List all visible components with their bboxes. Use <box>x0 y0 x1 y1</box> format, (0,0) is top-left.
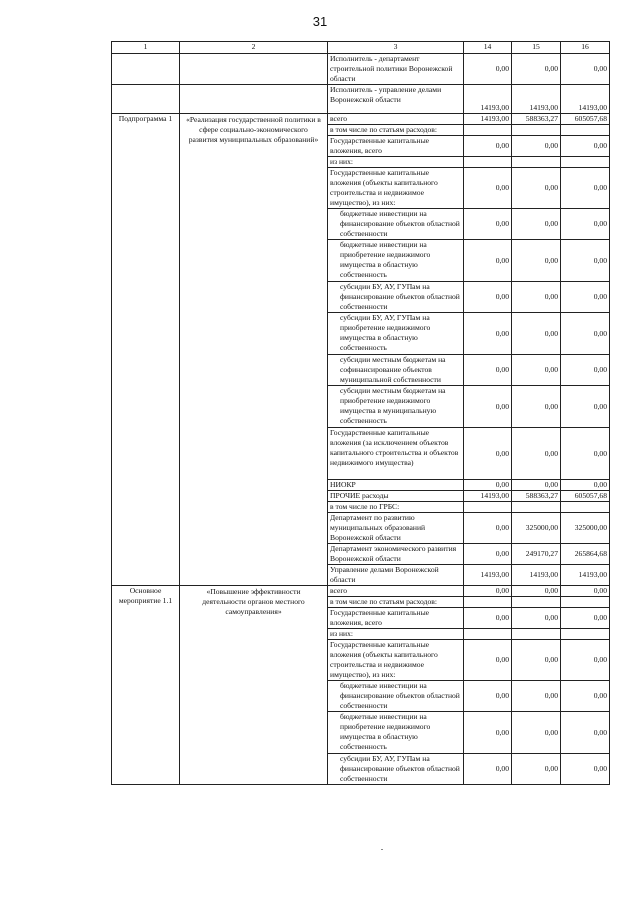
column-header: 1 <box>112 42 180 54</box>
column-header: 16 <box>561 42 610 54</box>
scan-mark <box>381 849 383 850</box>
amount-cell <box>561 502 610 513</box>
expense-item: Государственные капитальные вложения (за исключением объектов капитального строительства и объектов недвижимого имущества) <box>328 428 464 480</box>
amount-cell: 0,00 <box>561 754 610 785</box>
amount-cell: 0,00 <box>464 586 512 597</box>
program-code: Основное мероприятие 1.1 <box>112 586 180 785</box>
amount-cell: 0,00 <box>464 681 512 712</box>
expense-item: Исполнитель - департамент строительной политики Воронежской области <box>328 54 464 85</box>
expense-item: субсидии БУ, АУ, ГУПам на финансирование объектов областной собственности <box>328 754 464 785</box>
expense-item: Государственные капитальные вложения (объекты капитального строительства и недвижимое имущество), из них: <box>328 168 464 209</box>
amount-cell: 0,00 <box>561 681 610 712</box>
amount-cell: 14193,00 <box>464 491 512 502</box>
expense-item: субсидии местным бюджетам на софинансирование объектов муниципальной собственности <box>328 355 464 386</box>
amount-cell: 0,00 <box>464 168 512 209</box>
amount-cell: 325000,00 <box>512 513 561 544</box>
expense-item: из них: <box>328 629 464 640</box>
amount-cell: 0,00 <box>561 282 610 313</box>
amount-cell: 0,00 <box>561 640 610 681</box>
budget-table <box>111 41 610 785</box>
amount-cell <box>512 597 561 608</box>
amount-cell: 0,00 <box>561 168 610 209</box>
program-name: «Повышение эффективности деятельности органов местного самоуправления» <box>180 586 328 785</box>
amount-cell: 0,00 <box>464 480 512 491</box>
expense-item: Исполнитель - управление делами Воронежской области <box>328 85 464 114</box>
amount-cell: 0,00 <box>512 313 561 355</box>
amount-cell <box>561 597 610 608</box>
amount-cell: 0,00 <box>512 428 561 480</box>
amount-cell: 14193,00 <box>561 565 610 586</box>
amount-cell: 605057,68 <box>561 114 610 125</box>
column-header: 14 <box>464 42 512 54</box>
expense-item: всего <box>328 586 464 597</box>
empty-cell <box>180 54 328 85</box>
amount-cell: 0,00 <box>464 428 512 480</box>
amount-cell <box>512 125 561 136</box>
expense-item: Управление делами Воронежской области <box>328 565 464 586</box>
amount-cell: 14193,00 <box>464 85 512 114</box>
amount-cell: 0,00 <box>464 240 512 282</box>
amount-cell: 588363,27 <box>512 491 561 502</box>
table-row <box>112 54 610 85</box>
amount-cell: 0,00 <box>512 282 561 313</box>
amount-cell: 0,00 <box>561 355 610 386</box>
amount-cell <box>512 157 561 168</box>
program-code: Подпрограмма 1 <box>112 114 180 586</box>
amount-cell: 0,00 <box>512 640 561 681</box>
amount-cell: 0,00 <box>464 513 512 544</box>
amount-cell: 265864,68 <box>561 544 610 565</box>
amount-cell: 14193,00 <box>464 565 512 586</box>
amount-cell: 0,00 <box>464 712 512 754</box>
table-row <box>112 114 610 125</box>
expense-item: НИОКР <box>328 480 464 491</box>
amount-cell: 0,00 <box>464 640 512 681</box>
expense-item: в том числе по ГРБС: <box>328 502 464 513</box>
amount-cell: 0,00 <box>512 586 561 597</box>
amount-cell: 0,00 <box>512 386 561 428</box>
amount-cell: 605057,68 <box>561 491 610 502</box>
column-header: 2 <box>180 42 328 54</box>
amount-cell: 0,00 <box>512 712 561 754</box>
expense-item: Департамент экономического развития Воронежской области <box>328 544 464 565</box>
amount-cell: 325000,00 <box>561 513 610 544</box>
amount-cell: 14193,00 <box>464 114 512 125</box>
program-name: «Реализация государственной политики в сфере социально-экономического развития муниципальных образований» <box>180 114 328 586</box>
amount-cell: 0,00 <box>464 209 512 240</box>
expense-item: Департамент по развитию муниципальных образований Воронежской области <box>328 513 464 544</box>
amount-cell: 0,00 <box>512 754 561 785</box>
amount-cell <box>561 157 610 168</box>
amount-cell: 0,00 <box>561 608 610 629</box>
header-row <box>112 42 610 54</box>
empty-cell <box>112 85 180 114</box>
amount-cell: 0,00 <box>512 168 561 209</box>
expense-item: бюджетные инвестиции на приобретение недвижимого имущества в областную собственность <box>328 712 464 754</box>
amount-cell: 0,00 <box>512 681 561 712</box>
amount-cell: 0,00 <box>561 586 610 597</box>
column-header: 3 <box>328 42 464 54</box>
amount-cell: 0,00 <box>464 754 512 785</box>
expense-item: Государственные капитальные вложения, всего <box>328 608 464 629</box>
amount-cell: 0,00 <box>561 240 610 282</box>
amount-cell: 0,00 <box>561 136 610 157</box>
amount-cell: 0,00 <box>464 313 512 355</box>
amount-cell: 0,00 <box>464 54 512 85</box>
amount-cell <box>464 125 512 136</box>
expense-item: Государственные капитальные вложения, всего <box>328 136 464 157</box>
expense-item: ПРОЧИЕ расходы <box>328 491 464 502</box>
amount-cell <box>464 629 512 640</box>
amount-cell <box>512 502 561 513</box>
amount-cell: 0,00 <box>512 355 561 386</box>
amount-cell <box>464 502 512 513</box>
amount-cell: 0,00 <box>464 608 512 629</box>
expense-item: всего <box>328 114 464 125</box>
expense-item: в том числе по статьям расходов: <box>328 597 464 608</box>
amount-cell: 0,00 <box>561 712 610 754</box>
expense-item: субсидии БУ, АУ, ГУПам на приобретение недвижимого имущества в областную собственность <box>328 313 464 355</box>
amount-cell <box>561 629 610 640</box>
expense-item: бюджетные инвестиции на приобретение недвижимого имущества в областную собственность <box>328 240 464 282</box>
expense-item: в том числе по статьям расходов: <box>328 125 464 136</box>
expense-item: бюджетные инвестиции на финансирование объектов областной собственности <box>328 681 464 712</box>
amount-cell: 0,00 <box>512 209 561 240</box>
amount-cell: 0,00 <box>512 608 561 629</box>
empty-cell <box>180 85 328 114</box>
empty-cell <box>112 54 180 85</box>
amount-cell: 0,00 <box>561 428 610 480</box>
amount-cell: 0,00 <box>464 355 512 386</box>
expense-item: субсидии БУ, АУ, ГУПам на финансирование объектов областной собственности <box>328 282 464 313</box>
amount-cell <box>512 629 561 640</box>
amount-cell: 0,00 <box>561 386 610 428</box>
amount-cell: 588363,27 <box>512 114 561 125</box>
expense-item: из них: <box>328 157 464 168</box>
amount-cell: 0,00 <box>561 209 610 240</box>
amount-cell: 249170,27 <box>512 544 561 565</box>
amount-cell: 0,00 <box>512 240 561 282</box>
amount-cell: 0,00 <box>464 386 512 428</box>
table-row <box>112 85 610 114</box>
amount-cell: 14193,00 <box>512 85 561 114</box>
amount-cell: 0,00 <box>464 282 512 313</box>
amount-cell: 0,00 <box>464 136 512 157</box>
expense-item: субсидии местным бюджетам на приобретение недвижимого имущества в муниципальную собственность <box>328 386 464 428</box>
amount-cell: 0,00 <box>561 54 610 85</box>
amount-cell: 14193,00 <box>512 565 561 586</box>
amount-cell: 0,00 <box>561 313 610 355</box>
page-number: 31 <box>312 14 328 29</box>
amount-cell: 0,00 <box>512 54 561 85</box>
amount-cell: 0,00 <box>512 480 561 491</box>
table-row <box>112 586 610 597</box>
amount-cell <box>464 597 512 608</box>
amount-cell <box>561 125 610 136</box>
expense-item: бюджетные инвестиции на финансирование объектов областной собственности <box>328 209 464 240</box>
amount-cell: 14193,00 <box>561 85 610 114</box>
expense-item: Государственные капитальные вложения (объекты капитального строительства и недвижимое имущество), из них: <box>328 640 464 681</box>
amount-cell <box>464 157 512 168</box>
amount-cell: 0,00 <box>512 136 561 157</box>
amount-cell: 0,00 <box>561 480 610 491</box>
amount-cell: 0,00 <box>464 544 512 565</box>
column-header: 15 <box>512 42 561 54</box>
